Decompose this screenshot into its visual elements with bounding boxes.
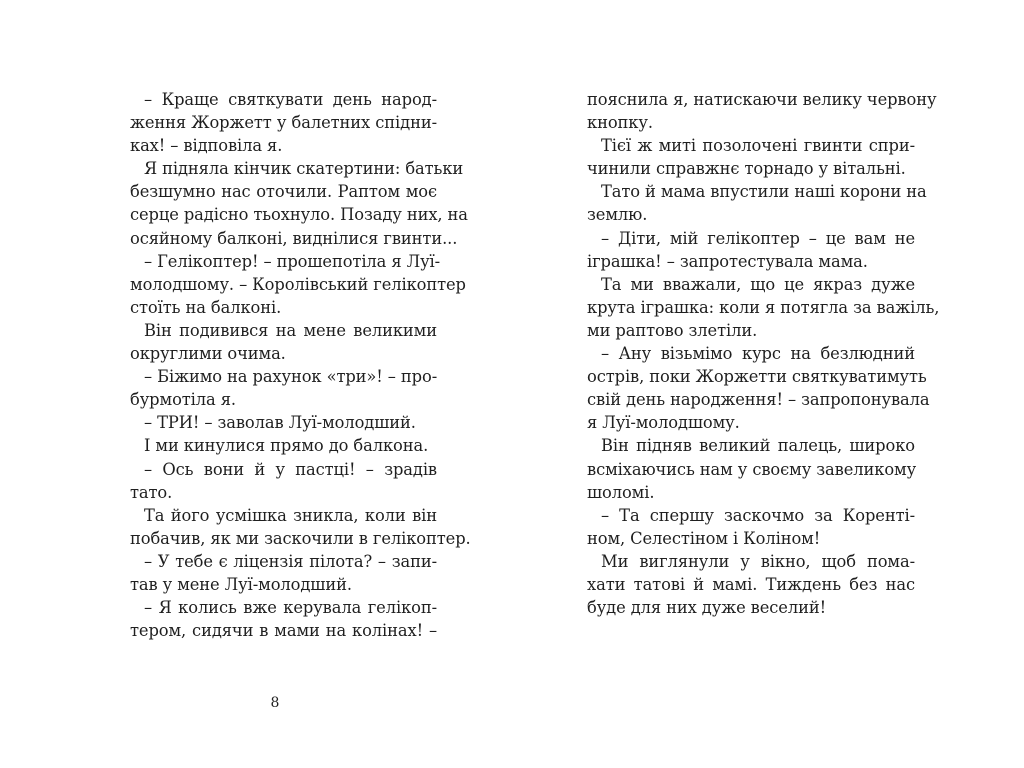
text-line: тато. [130, 482, 173, 502]
text-line: – Ану візьмімо курс на безлюдний [601, 344, 915, 364]
text-line: я Луї-молодшому. [587, 413, 740, 433]
text-line: молодшому. – Королівський гелікоптер [130, 274, 466, 294]
text-line: хати татові й мамі. Тиждень без нас [587, 574, 915, 594]
text-line: – Гелікоптер! – прошепотіла я Луї- [144, 251, 441, 271]
text-line: тером, сидячи в мами на колінах! – [130, 621, 437, 641]
text-line: Він підняв великий палець, широко [601, 436, 915, 456]
text-line: – Ось вони й у пастці! – зрадів [144, 459, 437, 479]
text-line: ном, Селестіном і Коліном! [587, 528, 821, 548]
text-line: – ТРИ! – заволав Луї-молодший. [144, 413, 416, 433]
text-line: свій день народження! – запропонувала [587, 390, 930, 410]
text-line: І ми кинулися прямо до балкона. [144, 436, 429, 456]
text-line: – Та спершу заскочмо за Корентi- [601, 505, 915, 525]
text-line: ження Жоржетт у балетних спідни- [130, 113, 437, 133]
text-line: – Я колись вже керувала гелікоп- [144, 598, 437, 618]
text-line: пояснила я, натискаючи велику червону [587, 90, 937, 109]
text-line: Він подивився на мене великими [144, 320, 437, 340]
right-page-text [587, 88, 940, 619]
text-line: Ми виглянули у вікно, щоб пома- [601, 551, 915, 571]
text-line: іграшка! – запротестувала мама. [587, 251, 868, 271]
text-line: Та ми вважали, що це якраз дуже [601, 274, 915, 294]
text-line: Тато й мама впустили наші корони на [601, 182, 927, 202]
page-number: 8 [270, 695, 280, 711]
text-line: Я підняла кінчик скатертини: батьки [144, 159, 464, 179]
text-line: – Краще святкувати день народ- [144, 90, 437, 109]
text-line: осяйному балконі, виднілися гвинти... [130, 228, 458, 248]
text-line: – У тебе є ліцензія пілота? – запи- [144, 551, 437, 571]
text-line: кнопку. [587, 113, 653, 133]
text-line: – Біжимо на рахунок «три»! – про- [144, 367, 438, 387]
text-line: округлими очима. [130, 344, 286, 364]
text-line: серце радісно тьохнуло. Позаду них, на [130, 205, 468, 225]
text-line: ках! – відповіла я. [130, 136, 283, 156]
text-line: острів, поки Жоржетти святкуватимуть [587, 367, 927, 387]
left-page-text [130, 88, 471, 642]
text-line: Та його усмішка зникла, коли він [144, 505, 437, 525]
text-line: стоїть на балконі. [130, 297, 282, 317]
text-line: шоломі. [587, 482, 655, 502]
text-line: крута іграшка: коли я потягла за важіль, [587, 297, 940, 317]
text-line: Тієї ж миті позолочені гвинти спри- [601, 136, 915, 156]
text-line: буде для них дуже веселий! [587, 598, 827, 618]
text-line: – Діти, мій гелікоптер – це вам не [601, 228, 915, 248]
text-line: побачив, як ми заскочили в гелікоптер. [130, 528, 471, 548]
text-line: бурмотіла я. [130, 390, 236, 410]
text-line: всміхаючись нам у своєму завеликому [587, 459, 917, 479]
text-line: безшумно нас оточили. Раптом моє [130, 182, 437, 202]
text-line: тав у мене Луї-молодший. [130, 574, 352, 594]
text-line: ми раптово злетіли. [587, 320, 758, 340]
text-line: землю. [587, 205, 648, 225]
text-line: чинили справжнє торнадо у вітальні. [587, 159, 906, 179]
